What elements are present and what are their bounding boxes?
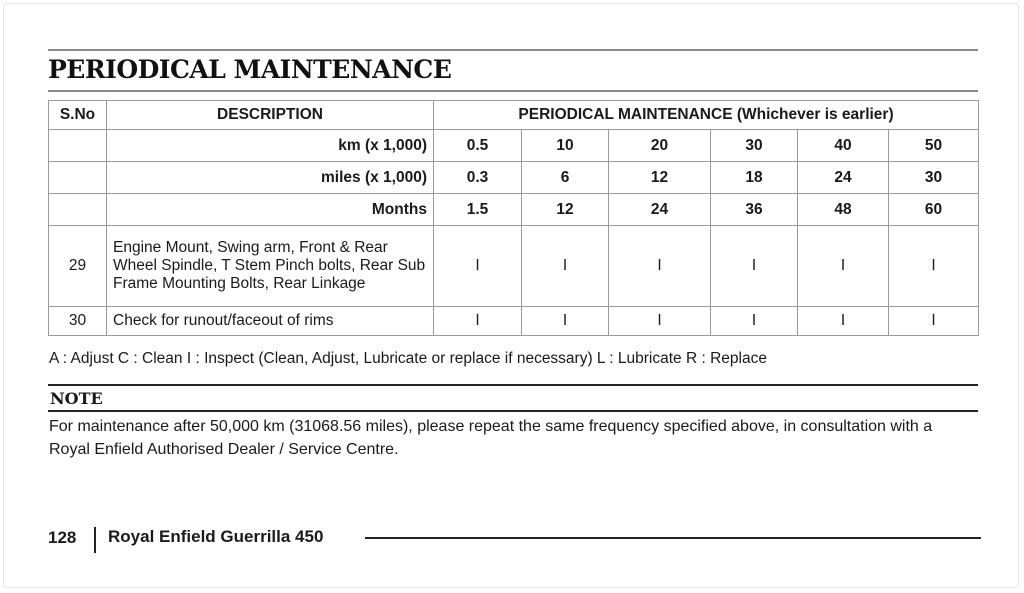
item-action: I — [798, 226, 889, 307]
page-number: 128 — [48, 528, 77, 547]
note-text: For maintenance after 50,000 km (31068.56 miles), please repeat the same frequency specified above, in consultation with a Royal Enfield Authorised Dealer / Service Centre. — [49, 418, 933, 458]
item-action: I — [609, 307, 711, 336]
interval-value: 18 — [711, 162, 798, 194]
note-heading: NOTE — [50, 389, 103, 408]
maintenance-table — [48, 100, 979, 336]
interval-value: 10 — [522, 130, 609, 162]
blank-cell — [49, 162, 107, 194]
interval-value: 24 — [798, 162, 889, 194]
interval-label: Months — [107, 194, 434, 226]
blank-cell — [49, 194, 107, 226]
interval-value: 24 — [609, 194, 711, 226]
item-action: I — [522, 307, 609, 336]
item-description: Check for runout/faceout of rims — [107, 307, 434, 336]
table-row — [49, 226, 979, 307]
legend: A : Adjust C : Clean I : Inspect (Clean, Adjust, Lubricate or replace if necessary) L : Lubricate R : Replace — [49, 350, 767, 367]
item-description: Engine Mount, Swing arm, Front & Rear Wheel Spindle, T Stem Pinch bolts, Rear Sub Frame Mounting Bolts, Rear Linkage — [107, 226, 434, 307]
interval-value: 30 — [711, 130, 798, 162]
interval-value: 6 — [522, 162, 609, 194]
interval-value: 1.5 — [434, 194, 522, 226]
interval-label: km (x 1,000) — [107, 130, 434, 162]
item-sno: 30 — [49, 307, 107, 336]
header-sno: S.No — [49, 101, 107, 130]
item-action: I — [522, 226, 609, 307]
header-periodical: PERIODICAL MAINTENANCE (Whichever is earlier) — [434, 101, 979, 130]
item-action: I — [798, 307, 889, 336]
title-rule-bottom — [48, 90, 978, 92]
interval-value: 60 — [889, 194, 979, 226]
item-action: I — [889, 226, 979, 307]
interval-value: 40 — [798, 130, 889, 162]
item-action: I — [889, 307, 979, 336]
interval-value: 20 — [609, 130, 711, 162]
interval-row-miles — [49, 162, 979, 194]
table-header-row — [49, 101, 979, 130]
footer-divider — [94, 527, 96, 553]
interval-value: 0.3 — [434, 162, 522, 194]
table-row — [49, 307, 979, 336]
interval-value: 50 — [889, 130, 979, 162]
item-action: I — [609, 226, 711, 307]
item-action: I — [434, 307, 522, 336]
book-title: Royal Enfield Guerrilla 450 — [108, 527, 324, 546]
interval-value: 48 — [798, 194, 889, 226]
interval-row-km — [49, 130, 979, 162]
item-sno: 29 — [49, 226, 107, 307]
blank-cell — [49, 130, 107, 162]
note-rule-top — [48, 384, 978, 386]
page-title: PERIODICAL MAINTENANCE — [48, 55, 452, 84]
interval-value: 12 — [609, 162, 711, 194]
interval-label: miles (x 1,000) — [107, 162, 434, 194]
title-rule-top — [48, 49, 978, 51]
item-action: I — [711, 307, 798, 336]
interval-value: 36 — [711, 194, 798, 226]
interval-value: 30 — [889, 162, 979, 194]
interval-row-months — [49, 194, 979, 226]
footer-rule — [365, 537, 981, 539]
header-description: DESCRIPTION — [107, 101, 434, 130]
note-rule-bottom — [48, 410, 978, 412]
item-action: I — [711, 226, 798, 307]
interval-value: 12 — [522, 194, 609, 226]
interval-value: 0.5 — [434, 130, 522, 162]
item-action: I — [434, 226, 522, 307]
